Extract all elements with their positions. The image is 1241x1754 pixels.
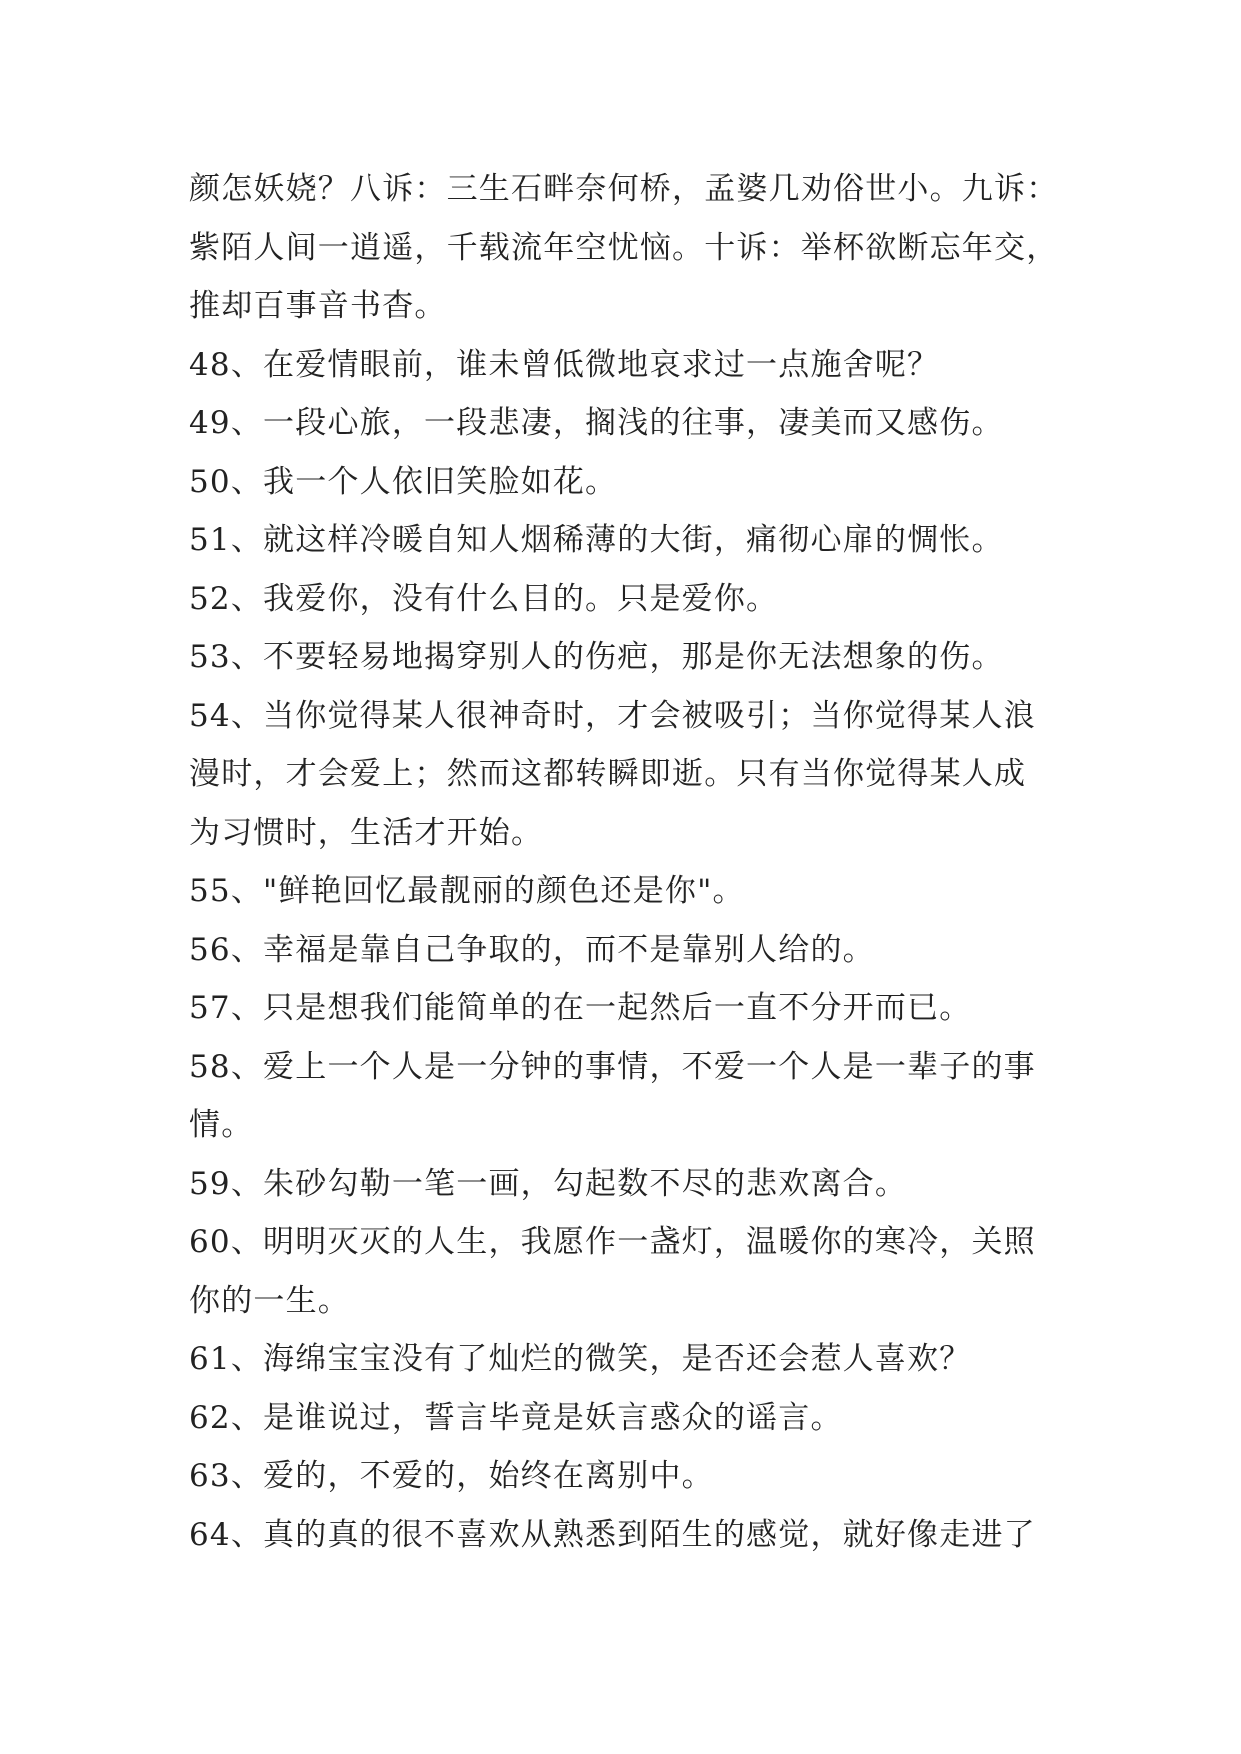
text-line: 57、只是想我们能简单的在一起然后一直不分开而已。 — [189, 990, 972, 1026]
text-line: 62、是谁说过，誓言毕竟是妖言惑众的谣言。 — [189, 1399, 843, 1436]
text-line: 60、明明灭灭的人生，我愿作一盏灯，温暖你的寒冷，关照 — [189, 1224, 1036, 1260]
text-line: 56、幸福是靠自己争取的，而不是靠别人给的。 — [189, 931, 875, 968]
text-line: 64、真的真的很不喜欢从熟悉到陌生的感觉，就好像走进了 — [189, 1516, 1036, 1553]
text-line: 50、我一个人依旧笑脸如花。 — [189, 463, 618, 500]
text-line: 51、就这样冷暖自知人烟稀薄的大街，痛彻心扉的惆怅。 — [189, 522, 1004, 558]
body-text — [189, 160, 1069, 1564]
text-line: 颜怎妖娆？八诉：三生石畔奈何桥，孟婆几劝俗世小。九诉： — [189, 171, 1059, 207]
text-line: 58、爱上一个人是一分钟的事情，不爱一个人是一辈子的事 — [189, 1048, 1036, 1085]
text-line: 63、爱的，不爱的，始终在离别中。 — [189, 1458, 714, 1494]
text-line: 49、一段心旅，一段悲凄，搁浅的往事，凄美而又感伤。 — [189, 405, 1004, 441]
text-line: 为习惯时，生活才开始。 — [189, 814, 544, 851]
text-line: 你的一生。 — [189, 1282, 350, 1319]
text-line: 推却百事音书杳。 — [189, 288, 447, 324]
text-line: 48、在爱情眼前，谁未曾低微地哀求过一点施舍呢？ — [189, 346, 940, 383]
text-line: 情。 — [189, 1107, 254, 1143]
text-line: 紫陌人间一逍遥，千载流年空忧恼。十诉：举杯欲断忘年交， — [189, 229, 1059, 266]
text-line: 61、海绵宝宝没有了灿烂的微笑，是否还会惹人喜欢？ — [189, 1341, 972, 1377]
text-line: 54、当你觉得某人很神奇时，才会被吸引；当你觉得某人浪 — [189, 697, 1036, 734]
text-line: 53、不要轻易地揭穿别人的伤疤，那是你无法想象的伤。 — [189, 639, 1004, 675]
text-line: 59、朱砂勾勒一笔一画，勾起数不尽的悲欢离合。 — [189, 1165, 908, 1202]
text-line: 55、"鲜艳回忆最靓丽的颜色还是你"。 — [189, 873, 745, 909]
text-line: 52、我爱你，没有什么目的。只是爱你。 — [189, 580, 779, 617]
text-line: 漫时，才会爱上；然而这都转瞬即逝。只有当你觉得某人成 — [189, 756, 1027, 792]
